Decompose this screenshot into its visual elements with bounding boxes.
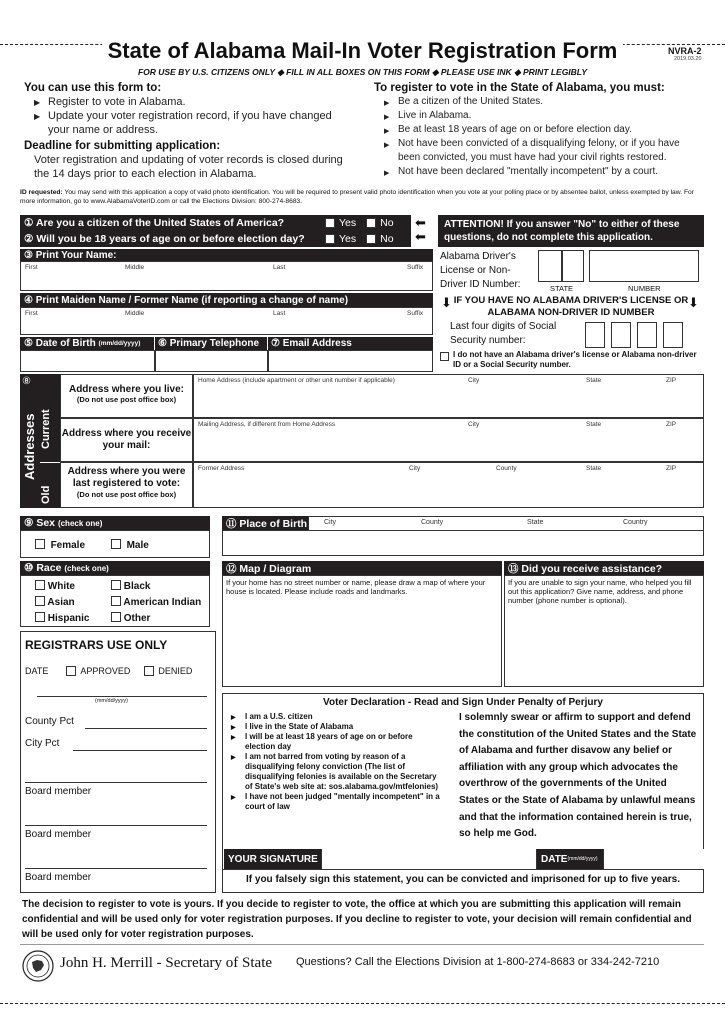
- subtitle: FOR USE BY U.S. CITIZENS ONLY ◆ FILL IN ALL BOXES ON THIS FORM ◆ PLEASE USE INK ◆ PRINT LEGIBLY: [137, 67, 588, 77]
- race-white-label: White: [47, 581, 75, 592]
- signature-field[interactable]: [321, 849, 537, 869]
- map-field[interactable]: [222, 575, 502, 687]
- dob-format: (mm/dd/yyyy): [98, 340, 141, 347]
- race-checkbox[interactable]: [111, 612, 121, 622]
- race-checkbox[interactable]: [111, 596, 121, 606]
- race-asian-label: Asian: [47, 597, 75, 608]
- race-hispanic-option[interactable]: [35, 612, 89, 624]
- country-label: Country: [623, 519, 648, 526]
- arrow-down-icon: ⬇: [441, 295, 452, 310]
- no-license-heading: IF YOU HAVE NO ALABAMA DRIVER'S LICENSE OR ALABAMA NON-DRIVER ID NUMBER: [453, 295, 689, 318]
- divider: [20, 944, 704, 945]
- last-label: Last: [273, 264, 286, 271]
- divider: [223, 869, 703, 870]
- state-label: State: [586, 377, 602, 384]
- approved-label: APPROVED: [80, 666, 131, 676]
- deadline-heading: Deadline for submitting application:: [24, 140, 221, 152]
- board-member-label: Board member: [25, 829, 92, 840]
- requirements-heading: To register to vote in the State of Alabama, you must:: [374, 82, 665, 94]
- voter-declaration: [222, 693, 704, 893]
- zip-label: ZIP: [666, 377, 677, 384]
- registrars-status-row: [25, 666, 192, 676]
- sex-options: [20, 530, 210, 558]
- ssn-digit-box[interactable]: [637, 322, 657, 348]
- requirement-item: ▶ Be at least 18 years of age on or before election day.: [384, 123, 704, 137]
- question-citizen-text: ① Are you a citizen of the United States of America?: [24, 217, 285, 229]
- home-address-label: Home Address (include apartment or other unit number if applicable): [198, 377, 395, 384]
- race-other-label: Other: [123, 613, 151, 624]
- section-11-birthplace: ⑪ Place of Birth: [222, 516, 308, 530]
- age-no-checkbox[interactable]: [366, 234, 376, 244]
- no-id-text: I do not have an Alabama driver's license or Alabama non-driver ID or a Social Security number.: [453, 350, 697, 369]
- subtitle-part: FILL IN ALL BOXES ON THIS FORM: [286, 67, 430, 77]
- county-pct-line[interactable]: [85, 728, 207, 729]
- name-field[interactable]: [20, 261, 433, 291]
- sex-label: ⑨ Sex: [24, 517, 56, 529]
- dl-number-box[interactable]: [589, 250, 699, 282]
- last-label: Last: [273, 310, 286, 317]
- state-label: State: [586, 465, 602, 472]
- signature-date-field[interactable]: [603, 849, 704, 869]
- phone-field[interactable]: [155, 350, 268, 372]
- arrow-down-icon: ⬇: [688, 295, 699, 310]
- section-8-number: ⑧: [22, 376, 31, 387]
- subtitle-part: PRINT LEGIBLY: [522, 67, 588, 77]
- first-label: First: [25, 310, 38, 317]
- city-pct-label: City Pct: [25, 738, 60, 749]
- use-form-item: ▶ Update your voter registration record, if you have changed your name or address.: [34, 109, 344, 137]
- ssn-digit-box[interactable]: [611, 322, 631, 348]
- dl-state-box-1[interactable]: [538, 250, 562, 282]
- requirements-section: [374, 81, 704, 179]
- female-label: Female: [50, 540, 86, 551]
- race-other-option[interactable]: [111, 612, 150, 624]
- denied-checkbox[interactable]: [144, 666, 154, 676]
- ssn-label: Last four digits of Social Security number:: [450, 321, 557, 346]
- no-label: No: [380, 233, 394, 245]
- male-checkbox[interactable]: [111, 539, 121, 549]
- race-black-option[interactable]: [111, 580, 150, 592]
- state-label: State: [527, 519, 544, 526]
- race-white-option[interactable]: [35, 580, 75, 592]
- race-checkbox[interactable]: [111, 580, 121, 590]
- age-yes-checkbox[interactable]: [325, 234, 335, 244]
- county-label: County: [496, 465, 517, 472]
- form-title: State of Alabama Mail-In Voter Registration Form: [102, 38, 624, 63]
- race-checkbox[interactable]: [35, 580, 45, 590]
- current-label: Current: [40, 409, 52, 449]
- assistance-field[interactable]: [504, 575, 704, 687]
- dl-state-box-2[interactable]: [562, 250, 584, 282]
- suffix-label: Suffix: [407, 264, 424, 271]
- city-label: City: [409, 465, 421, 472]
- use-form-heading: You can use this form to:: [24, 82, 162, 94]
- dob-header: [20, 337, 155, 350]
- secretary-name: John H. Merrill - Secretary of State: [60, 955, 273, 971]
- subtitle-part: PLEASE USE INK: [440, 67, 512, 77]
- signature-date-text: DATE: [541, 853, 568, 865]
- oath-text: I solemnly swear or affirm to support and defend the constitution of the United States and the State of Alabama and further disavow any belief or affiliation with any group which advocates the overthrow of the governments of the United States or the State of Alabama by unlawful means and that the information contained herein is true, so help me God.: [459, 712, 697, 840]
- registrars-title: REGISTRARS USE ONLY: [25, 638, 168, 652]
- dl-label: Alabama Driver's License or Non-Driver ID Number:: [440, 251, 521, 290]
- perjury-warning: If you falsely sign this statement, you can be convicted and imprisoned for up to five years.: [246, 874, 680, 885]
- use-form-section: [24, 81, 344, 181]
- race-note: (check one): [64, 563, 109, 573]
- male-label: Male: [126, 540, 149, 551]
- board-member-label: Board member: [25, 786, 92, 797]
- no-id-checkbox[interactable]: [440, 352, 449, 361]
- requirement-item: ▶ Not have been declared "mentally incompetent" by a court.: [384, 165, 704, 179]
- section-10-race: [20, 561, 210, 575]
- state-seal-icon: [22, 950, 54, 982]
- city-label: City: [324, 519, 337, 526]
- yes-label: Yes: [339, 217, 357, 229]
- board-member-line[interactable]: [25, 825, 207, 826]
- registrars-box: [20, 631, 216, 893]
- board-member-label: Board member: [25, 872, 92, 883]
- registrars-date-label: DATE: [25, 666, 49, 676]
- race-label: ⑩ Race: [24, 562, 62, 574]
- former-address-field[interactable]: [193, 462, 704, 508]
- declaration-title: Voter Declaration - Read and Sign Under Penalty of Perjury: [323, 697, 603, 708]
- ssn-digit-box[interactable]: [663, 322, 683, 348]
- section-9-sex: [20, 516, 210, 530]
- declaration-item: ▶ I am a U.S. citizen: [231, 712, 441, 722]
- zip-label: ZIP: [666, 465, 677, 472]
- county-label: County: [421, 519, 444, 526]
- signature-date-format: (mm/dd/yyyy): [567, 856, 598, 862]
- signature-date-label: [537, 849, 603, 869]
- question-citizen: [20, 215, 411, 231]
- approved-checkbox[interactable]: [66, 666, 76, 676]
- mailing-address-label: Mailing Address, if different from Home Address: [198, 421, 336, 428]
- deadline-text: Voter registration and updating of voter records is closed during the 14 days prior to each election in Alabama.: [34, 154, 343, 180]
- addresses-side-bar: [20, 374, 60, 508]
- dob-field[interactable]: [20, 350, 155, 372]
- id-note: [20, 188, 705, 206]
- male-option[interactable]: [111, 539, 149, 551]
- question-age: [20, 231, 411, 247]
- middle-label: Middle: [125, 310, 145, 317]
- race-american-indian-label: American Indian: [123, 597, 202, 608]
- addr-old-note: (Do not use post office box): [76, 490, 177, 499]
- declaration-item: ▶ I have not been judged "mentally incompetent" in a court of law: [231, 792, 441, 812]
- form-code: NVRA-2: [668, 46, 702, 56]
- no-label: No: [380, 217, 394, 229]
- declaration-item: ▶ I am not barred from voting by reason of a disqualifying felony conviction (The list of disqualifying felonies is available on the Secretary of State's web site at: sos.alabama.gov/mtfelonies): [231, 752, 441, 792]
- section-3-name: ③ Print Your Name:: [20, 249, 433, 261]
- old-label: Old: [40, 485, 52, 504]
- suffix-label: Suffix: [407, 310, 424, 317]
- female-option[interactable]: [35, 539, 85, 551]
- arrow-left-icon: ⬅ ⬅: [415, 215, 426, 244]
- former-name-field[interactable]: [20, 307, 433, 335]
- addr-live-label-box: [60, 374, 193, 418]
- addr-live-title: Address where you live:: [68, 384, 185, 395]
- ssn-digit-box[interactable]: [585, 322, 605, 348]
- attention-notice: ATTENTION! If you answer "No" to either of these questions, do not complete this application.: [438, 215, 704, 247]
- sex-note: (check one): [57, 518, 103, 528]
- question-age-text: ② Will you be 18 years of age on or before election day?: [24, 233, 305, 245]
- section-4-former-name: ④ Print Maiden Name / Former Name (if reporting a change of name): [20, 293, 433, 307]
- requirement-item: ▶ Be a citizen of the United States.: [384, 95, 704, 109]
- decision-statement: The decision to register to vote is yours. If you decide to register to vote, the office at which you are submitting this application will remain confidential and will be used only for voter registration purposes. If you decline to register to vote, your decision will remain confidential and will be used only for voter registration purposes.: [22, 899, 692, 940]
- addresses-label: Addresses: [22, 413, 37, 480]
- denied-label: DENIED: [158, 666, 193, 676]
- subtitle-part: FOR USE BY U.S. CITIZENS ONLY: [137, 67, 275, 77]
- race-options: [20, 575, 210, 627]
- race-checkbox[interactable]: [35, 596, 45, 606]
- declaration-item: ▶ I live in the State of Alabama: [231, 722, 441, 732]
- registrars-date-line: [37, 696, 207, 697]
- city-label: City: [468, 421, 480, 428]
- form-date: 2019.03.20: [673, 56, 702, 62]
- questions-line: Questions? Call the Elections Division at 1-800-274-8683 or 334-242-7210: [296, 956, 660, 968]
- state-label: State: [586, 421, 602, 428]
- dl-number-label: NUMBER: [628, 284, 661, 293]
- signature-label: YOUR SIGNATURE: [224, 849, 321, 869]
- id-note-label: ID requested:: [20, 189, 63, 196]
- phone-header: ⑥ Primary Telephone: [155, 337, 268, 350]
- former-address-label: Former Address: [198, 465, 245, 472]
- section-13-assistance: ⑬ Did you receive assistance?: [504, 561, 704, 575]
- addr-old-title: Address where you were last registered to vote:: [67, 466, 186, 489]
- id-note-text: You may send with this application a copy of valid photo identification. You will be required to present valid photo identification when you vote at your polling place or by absentee ballot, unless exempted by law. For more information, go to www.AlabamaVoterID.com or call the Elections Division: 800-274-8683.: [20, 189, 694, 205]
- middle-label: Middle: [125, 264, 145, 271]
- zip-label: ZIP: [666, 421, 677, 428]
- form-title-wrap: [0, 38, 725, 64]
- dl-state-label: STATE: [550, 284, 574, 293]
- email-field[interactable]: [268, 350, 433, 372]
- yes-label: Yes: [339, 233, 357, 245]
- race-asian-option[interactable]: [35, 596, 75, 608]
- home-address-field[interactable]: [193, 374, 704, 418]
- divider: [40, 462, 60, 463]
- mailing-address-field[interactable]: [193, 418, 704, 462]
- bottom-cut-line: [0, 1003, 725, 1004]
- first-label: First: [25, 264, 38, 271]
- race-american-indian-option[interactable]: [111, 596, 201, 608]
- addr-mail-label-box: [60, 418, 193, 462]
- citizen-no-checkbox[interactable]: [366, 218, 376, 228]
- female-checkbox[interactable]: [35, 539, 45, 549]
- board-member-line[interactable]: [25, 782, 207, 783]
- county-pct-label: County Pct: [25, 716, 74, 727]
- race-hispanic-label: Hispanic: [47, 613, 90, 624]
- addr-old-label-box: [60, 462, 193, 508]
- addr-live-note: (Do not use post office box): [76, 395, 177, 404]
- section-12-map: ⑫ Map / Diagram: [222, 561, 502, 575]
- city-label: City: [468, 377, 480, 384]
- birthplace-labels: [308, 516, 704, 530]
- declaration-item: ▶ I will be at least 18 years of age on or before election day: [231, 732, 441, 752]
- requirement-item: ▶ Not have been convicted of a disqualifying felony, or if you have been convicted, you must have had your civil rights restored.: [384, 137, 704, 165]
- email-header: ⑦ Email Address: [271, 338, 352, 349]
- assistance-instructions: If you are unable to sign your name, who helped you fill out this application? Give name, address, and phone number (phone number is optional).: [508, 578, 692, 605]
- section-5-7-bar: [20, 337, 433, 350]
- city-pct-line[interactable]: [73, 750, 207, 751]
- board-member-line[interactable]: [25, 868, 207, 869]
- addr-mail-title: Address where you receive your mail:: [61, 428, 192, 451]
- use-form-item: ▶ Register to vote in Alabama.: [34, 95, 344, 109]
- form-code-block: [666, 46, 702, 62]
- map-instructions: If your home has no street number or name, please draw a map of where your house is located. Please include roads and landmarks.: [226, 578, 486, 596]
- race-black-label: Black: [123, 581, 151, 592]
- birthplace-field[interactable]: [222, 530, 704, 556]
- race-checkbox[interactable]: [35, 612, 45, 622]
- citizen-yes-checkbox[interactable]: [325, 218, 335, 228]
- dob-label: ⑤ Date of Birth: [24, 338, 96, 349]
- registrars-date-format: (mm/dd/yyyy): [95, 698, 128, 704]
- requirement-item: ▶ Live in Alabama.: [384, 109, 704, 123]
